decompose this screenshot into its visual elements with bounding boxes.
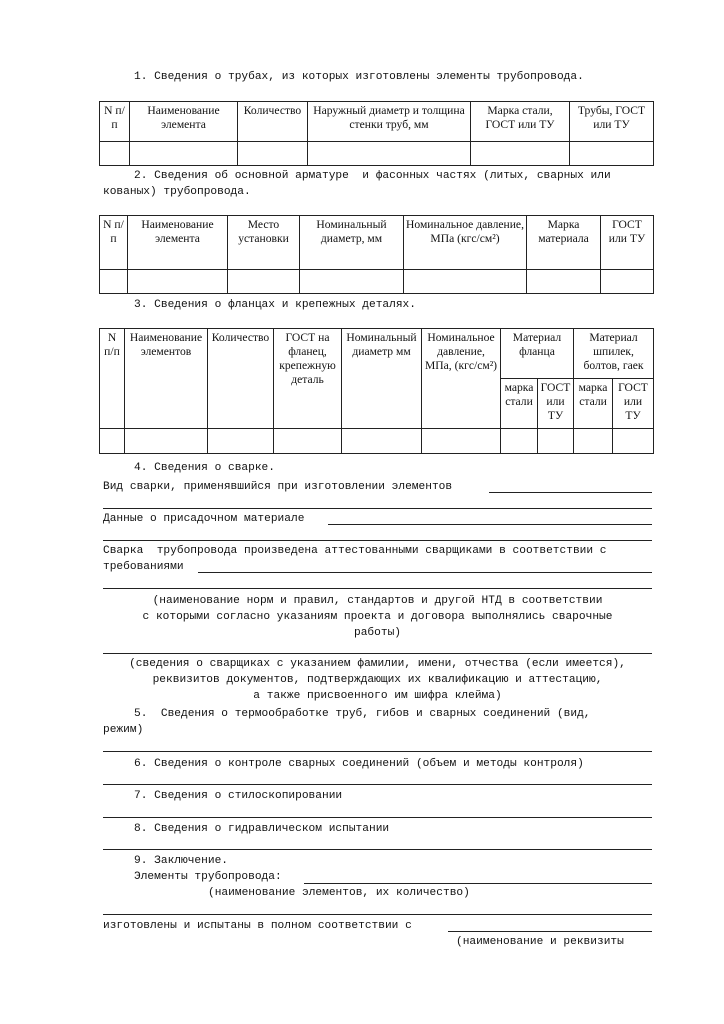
weld-type-field[interactable] [489, 492, 652, 493]
table-row [100, 142, 654, 166]
table-cell[interactable] [274, 429, 342, 454]
filler-material-field-2[interactable] [103, 540, 652, 541]
styloscopy-field[interactable] [103, 817, 652, 818]
table-cell[interactable] [570, 142, 654, 166]
table-cell[interactable] [613, 429, 654, 454]
t3-sub-flange-gost: ГОСТ или ТУ [538, 379, 574, 429]
norms-note-line-2: с которыми согласно указаниям проекта и договора выполнялись сварочные [142, 611, 613, 623]
t2-header-pressure: Номинальное давление, МПа (кгс/см²) [404, 216, 527, 270]
norms-note-line-3: работы) [354, 627, 401, 639]
pipes-table [99, 101, 654, 166]
t2-header-name: Наименование элемента [128, 216, 228, 270]
table-cell[interactable] [130, 142, 238, 166]
t3-sub-fastener-grade: марка стали [574, 379, 613, 429]
filler-material-field[interactable] [328, 524, 652, 525]
table-cell[interactable] [208, 429, 274, 454]
table-cell[interactable] [100, 142, 130, 166]
table-cell[interactable] [601, 270, 654, 294]
table-cell[interactable] [342, 429, 422, 454]
t1-header-steel-grade: Марка стали, ГОСТ или ТУ [471, 102, 570, 142]
section-6-heading: 6. Сведения о контроле сварных соединений (объем и методы контроля) [134, 758, 584, 770]
pipeline-elements-note: (наименование элементов, их количество) [208, 887, 470, 899]
table-cell[interactable] [574, 429, 613, 454]
table-row [100, 429, 654, 454]
section-8-heading: 8. Сведения о гидравлическом испытании [134, 823, 390, 835]
certified-welding-line-2: требованиями [103, 561, 184, 573]
t3-header-fastener-material: Материал шпилек, болтов, гаек [574, 329, 654, 379]
welders-note-line-3: а также присвоенного им шифра клейма) [253, 690, 502, 702]
section-2-line-1: 2. Сведения об основной арматуре и фасонных частях (литых, сварных или [134, 170, 611, 182]
table-cell[interactable] [404, 270, 527, 294]
t3-header-quantity: Количество [208, 329, 274, 429]
table-cell[interactable] [100, 270, 128, 294]
t2-header-gost: ГОСТ или ТУ [601, 216, 654, 270]
t3-sub-fastener-gost: ГОСТ или ТУ [613, 379, 654, 429]
table-cell[interactable] [228, 270, 300, 294]
t2-header-number: N п/п [100, 216, 128, 270]
t2-header-material: Марка материала [527, 216, 601, 270]
section-2-line-2: кованых) трубопровода. [103, 186, 251, 198]
flanges-table [99, 328, 654, 454]
table-cell[interactable] [308, 142, 471, 166]
section-3-heading: 3. Сведения о фланцах и крепежных деталях. [134, 299, 416, 311]
fittings-table [99, 215, 654, 294]
section-5-line-2: режим) [103, 724, 144, 736]
welders-note-line-2: реквизитов документов, подтверждающих их квалификацию и аттестацию, [152, 674, 603, 686]
norms-note-line-1: (наименование норм и правил, стандартов и другой НТД в соответствии [152, 595, 603, 607]
requirements-field[interactable] [198, 572, 652, 573]
pipeline-elements-field-2[interactable] [103, 914, 652, 915]
pipeline-elements-label: Элементы трубопровода: [134, 871, 282, 883]
t3-header-diameter: Номинальный диаметр мм [342, 329, 422, 429]
t1-header-number: N п/п [100, 102, 130, 142]
requirements-field-2[interactable] [103, 588, 652, 589]
welders-note-line-1: (сведения о сварщиках с указанием фамилии, имени, отчества (если имеется), [129, 658, 626, 670]
t3-header-flange-material: Материал фланца [501, 329, 574, 379]
table-cell[interactable] [527, 270, 601, 294]
t3-sub-flange-grade: марка стали [501, 379, 538, 429]
compliance-field[interactable] [448, 931, 652, 932]
welders-field[interactable] [103, 653, 652, 654]
t2-header-location: Место установки [228, 216, 300, 270]
table-cell[interactable] [125, 429, 208, 454]
t3-header-pressure: Номинальное давление, МПа, (кгс/см²) [422, 329, 501, 429]
table-cell[interactable] [238, 142, 308, 166]
t1-header-pipes-gost: Трубы, ГОСТ или ТУ [570, 102, 654, 142]
t3-header-name: Наименование элементов [125, 329, 208, 429]
table-cell[interactable] [100, 429, 125, 454]
t3-header-gost: ГОСТ на фланец, крепежную деталь [274, 329, 342, 429]
table-row [100, 270, 654, 294]
table-cell[interactable] [501, 429, 538, 454]
section-1-heading: 1. Сведения о трубах, из которых изготовлены элементы трубопровода. [134, 71, 584, 83]
weld-control-field[interactable] [103, 784, 652, 785]
table-cell[interactable] [128, 270, 228, 294]
hydraulic-test-field[interactable] [103, 849, 652, 850]
t1-header-quantity: Количество [238, 102, 308, 142]
table-cell[interactable] [538, 429, 574, 454]
section-7-heading: 7. Сведения о стилоскопировании [134, 790, 343, 802]
pipeline-elements-field[interactable] [304, 883, 652, 884]
table-cell[interactable] [422, 429, 501, 454]
compliance-note: (наименование и реквизиты [456, 936, 624, 948]
table-cell[interactable] [300, 270, 404, 294]
weld-type-field-2[interactable] [103, 508, 652, 509]
section-5-line-1: 5. Сведения о термообработке труб, гибов и сварных соединений (вид, [134, 708, 591, 720]
t3-header-number: N п/п [100, 329, 125, 429]
section-4-heading: 4. Сведения о сварке. [134, 462, 275, 474]
section-9-heading: 9. Заключение. [134, 855, 228, 867]
table-cell[interactable] [471, 142, 570, 166]
t2-header-diameter: Номинальный диаметр, мм [300, 216, 404, 270]
compliance-label: изготовлены и испытаны в полном соответствии с [103, 920, 412, 932]
t1-header-diameter: Наружный диаметр и толщина стенки труб, мм [308, 102, 471, 142]
weld-type-label: Вид сварки, применявшийся при изготовлении элементов [103, 481, 453, 493]
t1-header-name: Наименование элемента [130, 102, 238, 142]
filler-material-label: Данные о присадочном материале [103, 513, 305, 525]
certified-welding-line-1: Сварка трубопровода произведена аттестованными сварщиками в соответствии с [103, 545, 607, 557]
heat-treatment-field[interactable] [103, 751, 652, 752]
